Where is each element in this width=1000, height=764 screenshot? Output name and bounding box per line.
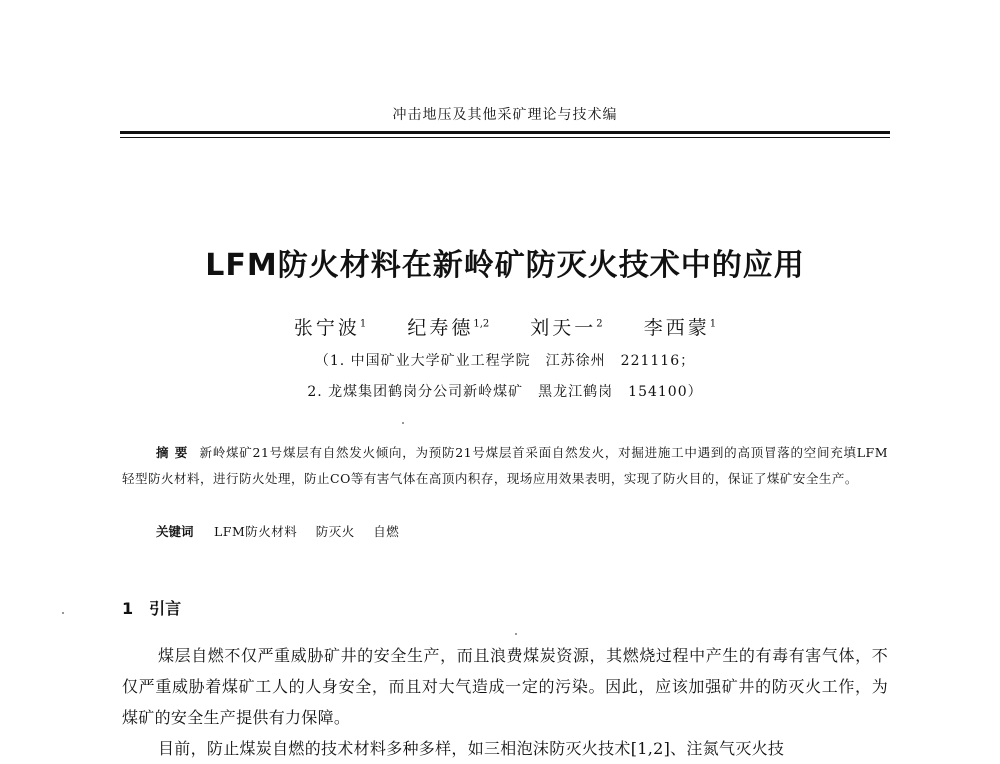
- scan-speck: [515, 633, 517, 635]
- author-affiliation-mark: 2: [596, 318, 603, 330]
- header-rule-thin: [120, 137, 890, 138]
- body-paragraph: 煤层自燃不仅严重威胁矿井的安全生产，而且浪费煤炭资源，其燃烧过程中产生的有毒有害气体，不仅严重威胁着煤矿工人的人身安全，而且对大气造成一定的污染。因此，应该加强矿井的防灭火工作，为煤矿的安全生产提供有力保障。: [122, 646, 888, 727]
- author-affiliation-mark: 1: [709, 318, 717, 330]
- author: [644, 317, 716, 339]
- author: [294, 317, 366, 339]
- paper-title: LFM防火材料在新岭矿防灭火技术中的应用: [205, 248, 805, 283]
- section-title: 引言: [149, 599, 182, 618]
- body-text: [122, 640, 888, 758]
- author: [530, 317, 602, 339]
- section-number: 1: [122, 599, 134, 618]
- keyword: LFM防火材料: [214, 524, 298, 539]
- author-affiliation-mark: 1,2: [473, 318, 490, 330]
- keyword: 防灭火: [315, 524, 355, 539]
- abstract-label: 摘要: [156, 445, 194, 460]
- keyword: 自燃: [373, 524, 400, 539]
- author-name: 李西蒙: [643, 317, 710, 339]
- scan-speck: [62, 612, 64, 614]
- abstract-text: 新岭煤矿21号煤层有自然发火倾向，为预防21号煤层首采面自然发火，对掘进施工中遇到的高顶冒落的空间充填LFM轻型防火材料，进行防火处理，防止CO等有害气体在高顶内积存，现场应用效果表明，实现了防火目的，保证了煤矿安全生产。: [122, 445, 888, 486]
- running-header: 冲击地压及其他采矿理论与技术编: [392, 107, 618, 123]
- keywords-label: 关键词: [156, 524, 194, 539]
- affiliation-2: 2. 龙煤集团鹤岗分公司新岭煤矿 黑龙江鹤岗 154100）: [307, 384, 703, 400]
- abstract: [122, 440, 888, 492]
- author-name: 刘天一: [530, 317, 597, 339]
- author-list: [120, 313, 890, 340]
- keywords: [156, 522, 413, 540]
- header-rule-thick: [120, 131, 890, 134]
- affiliation-1: （1. 中国矿业大学矿业工程学院 江苏徐州 221116；: [314, 353, 696, 369]
- body-paragraph: 目前，防止煤炭自燃的技术材料多种多样，如三相泡沫防灭火技术[1,2]、注氮气灭火技: [158, 739, 785, 758]
- scan-speck: [402, 422, 404, 424]
- author: [407, 317, 489, 339]
- author-affiliation-mark: 1: [359, 318, 367, 330]
- section-heading: [122, 596, 181, 619]
- author-name: 纪寿德: [407, 317, 474, 339]
- author-name: 张宁波: [293, 317, 360, 339]
